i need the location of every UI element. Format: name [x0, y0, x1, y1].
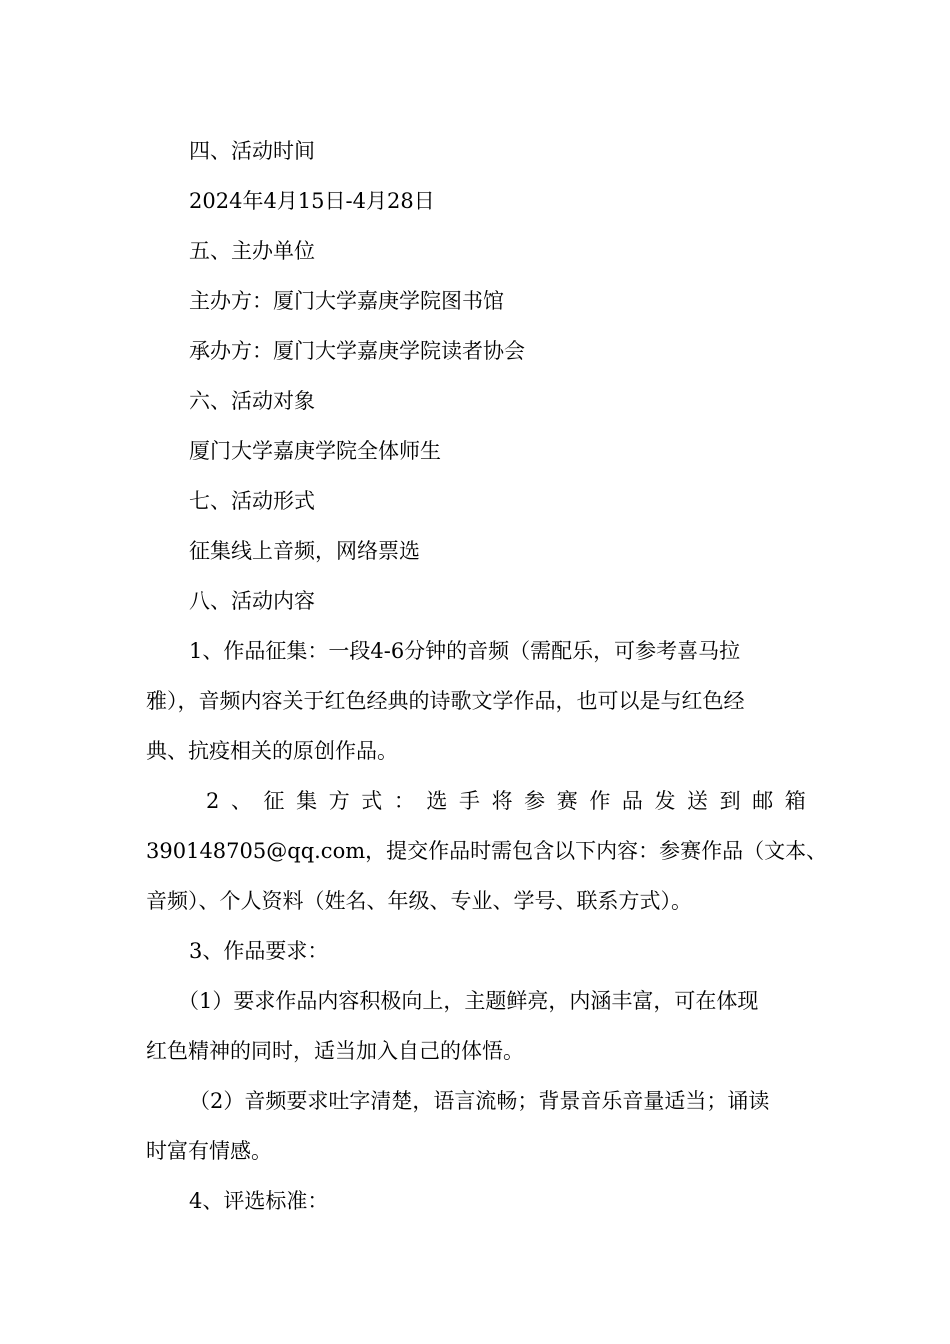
item1-line3: 典、抗疫相关的原创作品。: [146, 739, 398, 763]
item2-char: 征: [263, 789, 285, 813]
item2-char: 2: [206, 789, 220, 813]
requirement1-line2: 红色精神的同时，适当加入自己的体悟。: [146, 1039, 524, 1063]
item1-line2: 雅），音频内容关于红色经典的诗歌文学作品，也可以是与红色经: [146, 689, 745, 713]
item2-char: 选: [426, 789, 448, 813]
item2-char: 、: [230, 789, 252, 813]
activity-format-text: 征集线上音频，网络票选: [189, 539, 420, 563]
heading-activity-content: 八、活动内容: [189, 589, 315, 613]
item2-char: 邮: [752, 789, 774, 813]
item2-char: 品: [621, 789, 643, 813]
item2-char: 将: [491, 789, 513, 813]
item2-char: 式: [361, 789, 383, 813]
requirement1-line1: （1）要求作品内容积极向上，主题鲜亮，内涵丰富，可在体现: [178, 989, 759, 1013]
item4-heading: 4、评选标准：: [189, 1189, 329, 1213]
item3-heading: 3、作品要求：: [189, 939, 329, 963]
item1-line1: 1、作品征集：一段4-6分钟的音频（需配乐，可参考喜马拉: [189, 639, 741, 663]
item2-char: ：: [393, 789, 415, 813]
item2-char: 发: [654, 789, 676, 813]
item2-char: 赛: [556, 789, 578, 813]
host-organizer: 主办方：厦门大学嘉庚学院图书馆: [189, 289, 504, 313]
item2-char: 集: [296, 789, 318, 813]
participants-text: 厦门大学嘉庚学院全体师生: [189, 439, 441, 463]
item2-char: 作: [589, 789, 611, 813]
item2-line2: 390148705@qq.com，提交作品时需包含以下内容：参赛作品（文本、: [146, 839, 828, 863]
heading-organizers: 五、主办单位: [189, 239, 315, 263]
requirement2-line2: 时富有情感。: [146, 1139, 272, 1163]
item2-line3: 音频）、个人资料（姓名、年级、专业、学号、联系方式）。: [146, 889, 692, 913]
item2-char: 手: [459, 789, 480, 813]
heading-activity-time: 四、活动时间: [189, 139, 315, 163]
requirement2-line1: （2）音频要求吐字清楚，语言流畅；背景音乐音量适当；诵读: [189, 1089, 770, 1113]
heading-activity-format: 七、活动形式: [189, 489, 315, 513]
item2-line1: [206, 786, 806, 816]
item2-char: 箱: [784, 789, 806, 813]
item2-char: 参: [524, 789, 546, 813]
heading-participants: 六、活动对象: [189, 389, 315, 413]
item2-char: 到: [719, 789, 741, 813]
item2-char: 送: [687, 789, 709, 813]
activity-dates: 2024年4月15日-4月28日: [189, 189, 435, 213]
item2-char: 方: [328, 789, 350, 813]
co-organizer: 承办方：厦门大学嘉庚学院读者协会: [189, 339, 525, 363]
